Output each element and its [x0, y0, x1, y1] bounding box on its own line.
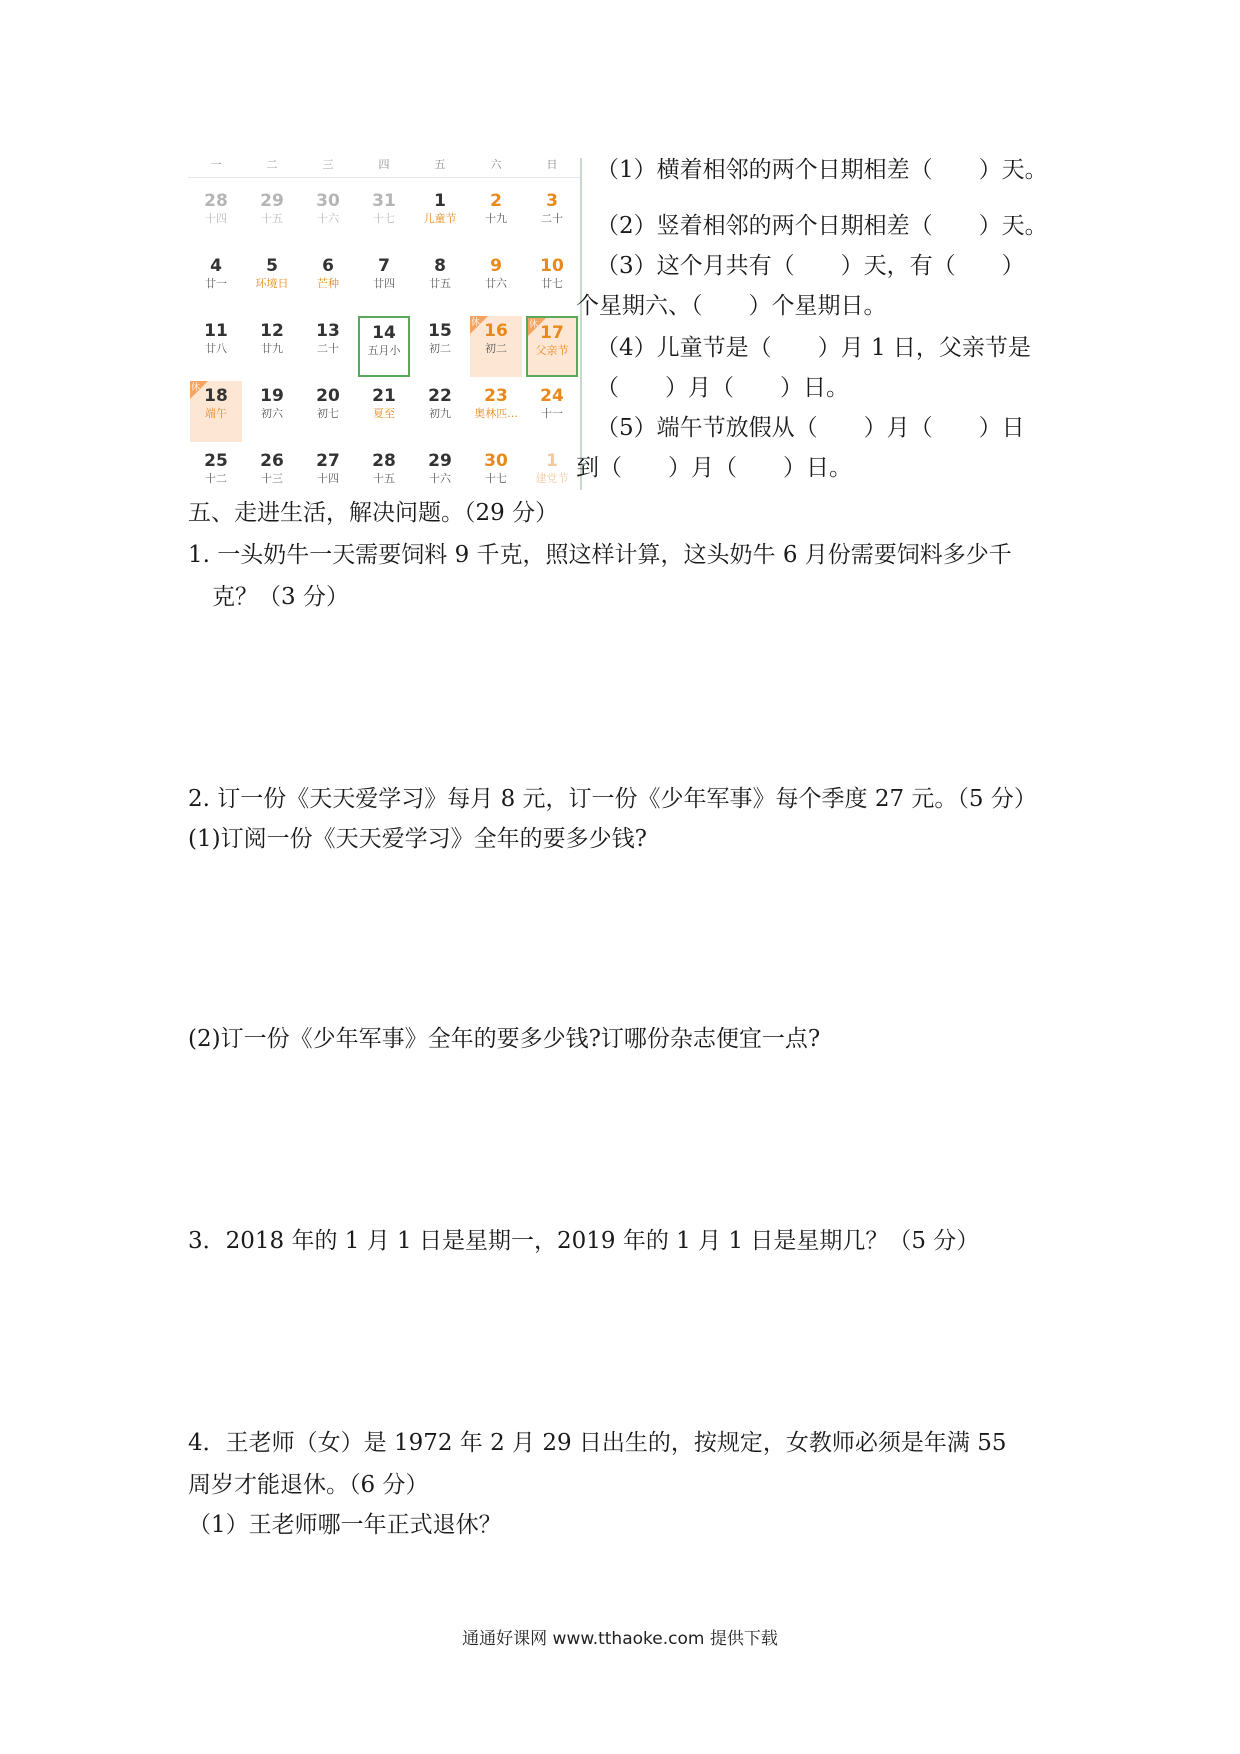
calendar-day	[302, 251, 354, 312]
day-number: 14	[372, 323, 396, 343]
day-number: 12	[260, 321, 284, 341]
calendar-day	[414, 186, 466, 247]
calendar-day	[526, 251, 578, 312]
day-lunar-label: 初九	[429, 407, 451, 420]
day-number: 21	[372, 386, 396, 406]
day-number: 5	[266, 256, 278, 276]
day-number: 1	[434, 191, 446, 211]
day-lunar-label: 十二	[205, 472, 227, 485]
day-number: 29	[428, 451, 452, 471]
day-number: 18	[204, 386, 228, 406]
calendar-date-grid	[188, 184, 580, 509]
day-lunar-label: 儿童节	[423, 212, 457, 225]
day-number: 19	[260, 386, 284, 406]
question-4-cont: 周岁才能退休。（6 分）	[188, 1472, 429, 1498]
section-title: 五、走进生活，解决问题。（29 分）	[188, 500, 559, 526]
calendar-day	[470, 381, 522, 442]
day-lunar-label: 二十	[541, 212, 563, 225]
day-number: 2	[490, 191, 502, 211]
calendar-day	[302, 186, 354, 247]
calendar-day	[526, 381, 578, 442]
day-lunar-label: 廿六	[485, 277, 507, 290]
day-number: 26	[260, 451, 284, 471]
day-lunar-label: 廿八	[205, 342, 227, 355]
day-number: 31	[372, 191, 396, 211]
day-number: 10	[540, 256, 564, 276]
day-number: 15	[428, 321, 452, 341]
day-lunar-label: 廿四	[373, 277, 395, 290]
day-number: 25	[204, 451, 228, 471]
day-lunar-label: 初二	[429, 342, 451, 355]
day-lunar-label: 十四	[317, 472, 339, 485]
day-lunar-label: 廿一	[205, 277, 227, 290]
day-lunar-label: 初七	[317, 407, 339, 420]
footer-source: 通通好课网 www.tthaoke.com 提供下载	[462, 1629, 778, 1649]
question-2: 2. 订一份《天天爱学习》每月 8 元，订一份《少年军事》每个季度 27 元。（5 分）	[188, 786, 1037, 812]
weekday-label: 二	[244, 158, 300, 178]
calendar-day	[190, 186, 242, 247]
day-lunar-label: 端午	[205, 407, 227, 420]
calendar-day	[414, 251, 466, 312]
holiday-flag-label: 休	[471, 318, 481, 328]
calendar-day	[358, 316, 410, 377]
weekday-label: 三	[300, 158, 356, 178]
day-lunar-label: 父亲节	[535, 344, 569, 357]
day-number: 6	[322, 256, 334, 276]
calendar-question-5-cont: 到（ ）月（ ）日。	[576, 455, 852, 481]
day-number: 17	[540, 323, 564, 343]
calendar-day	[246, 251, 298, 312]
calendar-question-1: （1）横着相邻的两个日期相差（ ）天。	[596, 157, 1048, 183]
calendar-day	[526, 316, 578, 377]
calendar-day	[470, 186, 522, 247]
day-lunar-label: 初二	[485, 342, 507, 355]
day-lunar-label: 芒种	[317, 277, 339, 290]
day-lunar-label: 十六	[429, 472, 451, 485]
calendar-day	[302, 381, 354, 442]
day-lunar-label: 二十	[317, 342, 339, 355]
day-lunar-label: 十九	[485, 212, 507, 225]
calendar-day	[470, 316, 522, 377]
calendar-weekday-header	[188, 158, 580, 178]
day-number: 28	[372, 451, 396, 471]
calendar-day	[526, 186, 578, 247]
day-number: 7	[378, 256, 390, 276]
question-1-cont: 克？（3 分）	[212, 584, 349, 610]
calendar-day	[190, 316, 242, 377]
calendar-day	[414, 381, 466, 442]
calendar-question-4-cont: （ ）月（ ）日。	[596, 375, 849, 401]
june-calendar	[188, 158, 582, 490]
day-number: 28	[204, 191, 228, 211]
weekday-label: 一	[188, 158, 244, 178]
day-lunar-label: 廿五	[429, 277, 451, 290]
day-lunar-label: 十一	[541, 407, 563, 420]
calendar-day	[246, 316, 298, 377]
day-lunar-label: 十六	[317, 212, 339, 225]
day-number: 4	[210, 256, 222, 276]
day-lunar-label: 十五	[261, 212, 283, 225]
day-lunar-label: 奥林匹...	[474, 407, 518, 420]
question-1: 1. 一头奶牛一天需要饲料 9 千克，照这样计算，这头奶牛 6 月份需要饲料多少千	[188, 542, 1012, 568]
day-number: 22	[428, 386, 452, 406]
day-number: 3	[546, 191, 558, 211]
question-2-part-1: (1)订阅一份《天天爱学习》全年的要多少钱?	[188, 826, 647, 852]
calendar-question-3-cont: 个星期六、（ ）个星期日。	[576, 293, 887, 319]
calendar-day	[358, 186, 410, 247]
calendar-question-3: （3）这个月共有（ ）天，有（ ）	[596, 253, 1025, 279]
calendar-question-5: （5）端午节放假从（ ）月（ ）日	[596, 415, 1025, 441]
day-number: 11	[204, 321, 228, 341]
holiday-flag-label: 休	[529, 320, 539, 330]
day-number: 20	[316, 386, 340, 406]
day-number: 30	[484, 451, 508, 471]
day-number: 23	[484, 386, 508, 406]
calendar-day	[358, 381, 410, 442]
calendar-day	[246, 381, 298, 442]
calendar-question-4: （4）儿童节是（ ）月 1 日，父亲节是	[596, 335, 1031, 361]
calendar-day	[190, 251, 242, 312]
day-number: 29	[260, 191, 284, 211]
day-lunar-label: 十四	[205, 212, 227, 225]
day-lunar-label: 廿七	[541, 277, 563, 290]
day-number: 30	[316, 191, 340, 211]
weekday-label: 五	[412, 158, 468, 178]
question-4: 4．王老师（女）是 1972 年 2 月 29 日出生的，按规定，女教师必须是年满 55	[188, 1430, 1007, 1456]
day-lunar-label: 廿九	[261, 342, 283, 355]
day-number: 1	[546, 451, 558, 471]
weekday-label: 四	[356, 158, 412, 178]
day-number: 13	[316, 321, 340, 341]
day-number: 27	[316, 451, 340, 471]
day-lunar-label: 十七	[373, 212, 395, 225]
day-number: 8	[434, 256, 446, 276]
day-lunar-label: 初六	[261, 407, 283, 420]
question-3: 3．2018 年的 1 月 1 日是星期一，2019 年的 1 月 1 日是星期几？（5 分）	[188, 1228, 980, 1254]
weekday-label: 六	[468, 158, 524, 178]
calendar-day	[302, 316, 354, 377]
weekday-label: 日	[524, 158, 580, 178]
day-lunar-label: 环境日	[255, 277, 289, 290]
holiday-flag-label: 休	[191, 383, 201, 393]
question-2-part-2: (2)订一份《少年军事》全年的要多少钱?订哪份杂志便宜一点?	[188, 1026, 821, 1052]
day-lunar-label: 五月小	[367, 344, 401, 357]
day-lunar-label: 十三	[261, 472, 283, 485]
day-lunar-label: 十七	[485, 472, 507, 485]
calendar-day	[470, 251, 522, 312]
day-number: 9	[490, 256, 502, 276]
question-4-part-1: （1）王老师哪一年正式退休？	[188, 1512, 502, 1538]
day-lunar-label: 十五	[373, 472, 395, 485]
day-number: 16	[484, 321, 508, 341]
calendar-day	[190, 381, 242, 442]
day-lunar-label: 建党节	[535, 472, 569, 485]
day-lunar-label: 夏至	[373, 407, 395, 420]
calendar-day	[358, 251, 410, 312]
calendar-question-2: （2）竖着相邻的两个日期相差（ ）天。	[596, 213, 1048, 239]
day-number: 24	[540, 386, 564, 406]
calendar-day	[246, 186, 298, 247]
calendar-day	[414, 316, 466, 377]
